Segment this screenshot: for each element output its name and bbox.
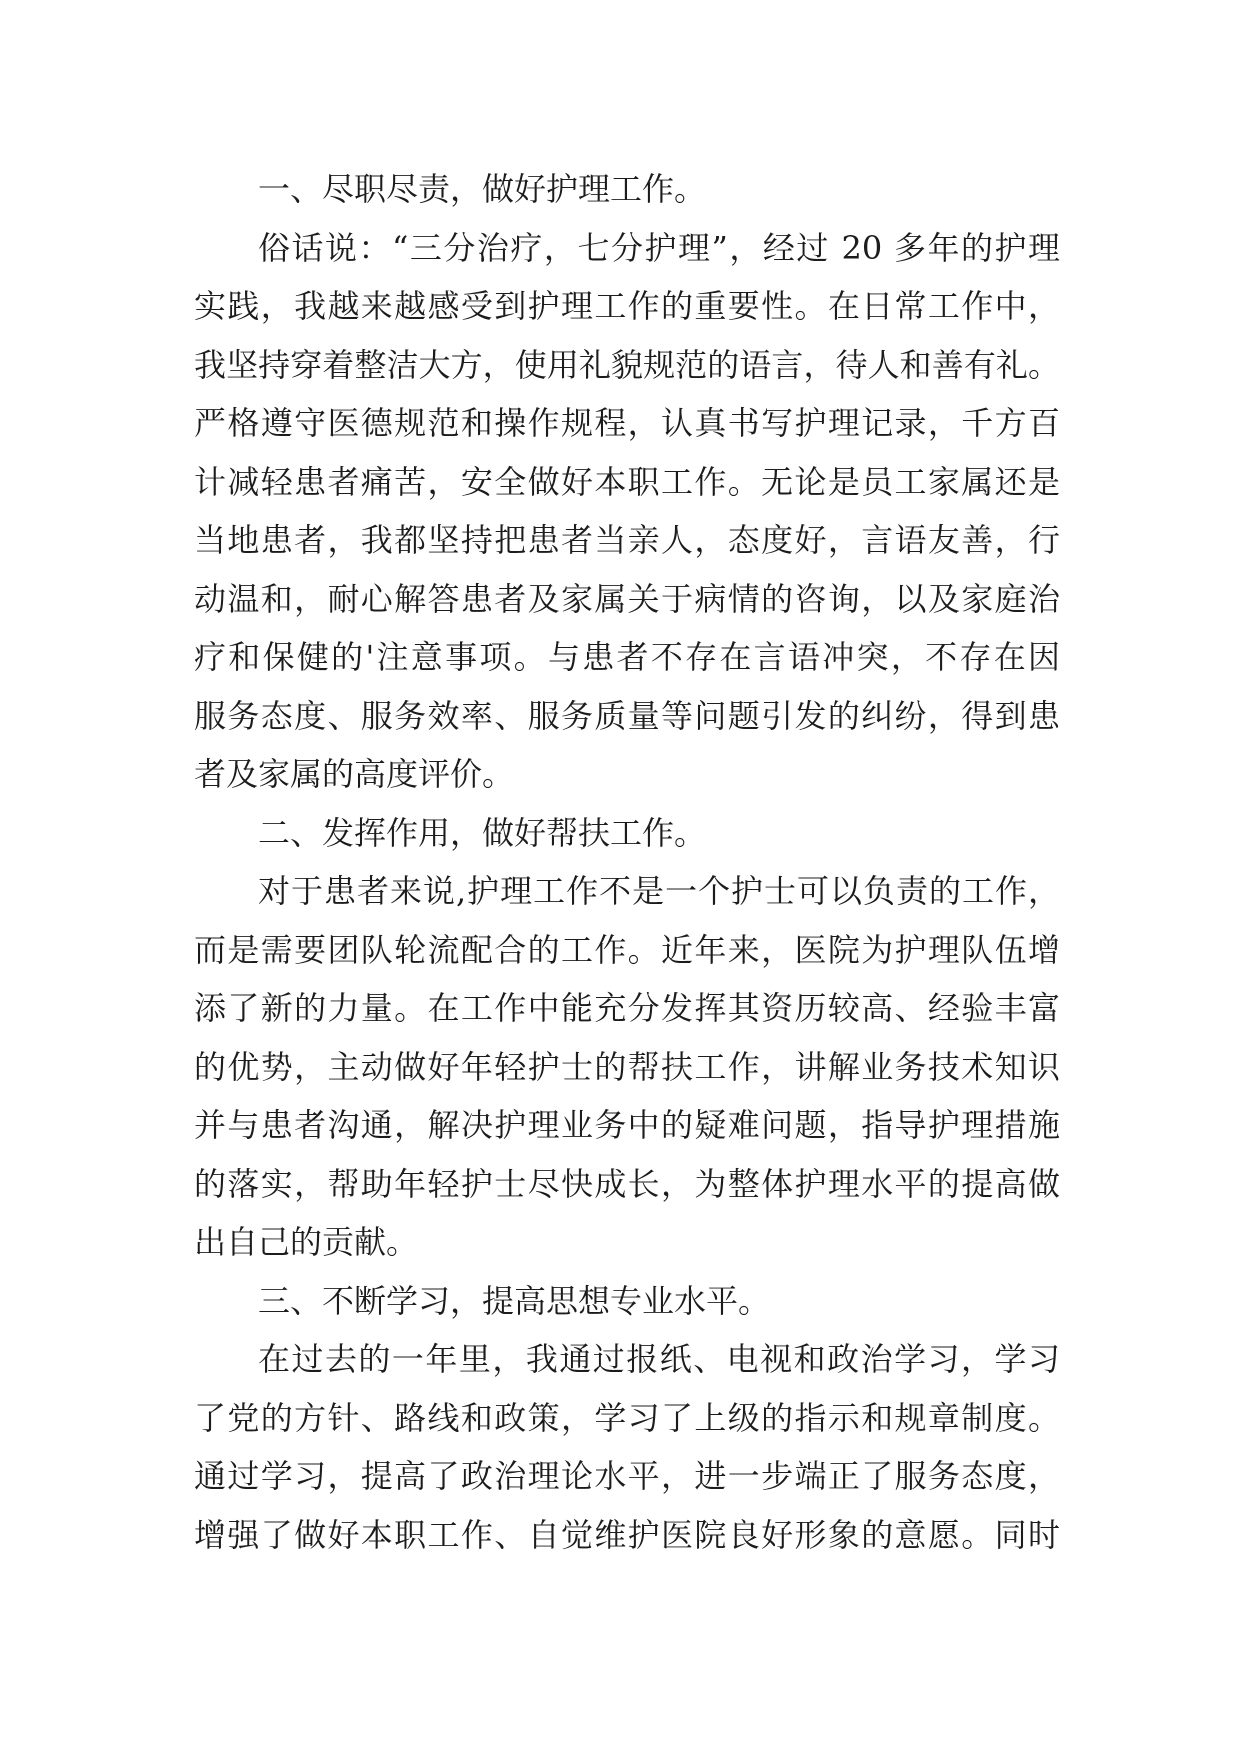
text-line: 并与患者沟通，解决护理业务中的疑难问题，指导护理措施: [194, 1106, 1060, 1144]
text-line: 实践，我越来越感受到护理工作的重要性。在日常工作中，: [194, 287, 1060, 325]
text-line: 而是需要团队轮流配合的工作。近年来，医院为护理队伍增: [194, 930, 1060, 969]
section-heading-1: [194, 160, 1060, 219]
text-line: 出自己的贡献。: [194, 1223, 419, 1261]
text-line: 的优势，主动做好年轻护士的帮扶工作，讲解业务技术知识: [194, 1047, 1060, 1086]
text-line: 通过学习，提高了政治理论水平，进一步端正了服务态度，: [194, 1457, 1060, 1495]
text-line: 严格遵守医德规范和操作规程，认真书写护理记录，千方百: [194, 404, 1060, 442]
text-line: 了党的方针、路线和政策，学习了上级的指示和规章制度。: [194, 1398, 1060, 1437]
text-line: 我坚持穿着整洁大方，使用礼貌规范的语言，待人和善有礼。: [194, 345, 1060, 384]
section-heading-2: [194, 804, 1060, 863]
text-line: 计减轻患者痛苦，安全做好本职工作。无论是员工家属还是: [194, 462, 1060, 501]
text-line: 俗话说：“三分治疗，七分护理”，经过 20 多年的护理: [258, 228, 1060, 267]
text-line: 添了新的力量。在工作中能充分发挥其资历较高、经验丰富: [194, 989, 1060, 1027]
text-line: 动温和，耐心解答患者及家属关于病情的咨询，以及家庭治: [194, 579, 1060, 618]
paragraph-2: [194, 862, 1060, 1272]
heading-line: 一、尽职尽责，做好护理工作。: [258, 170, 707, 208]
text-line: 对于患者来说,护理工作不是一个护士可以负责的工作，: [258, 872, 1060, 910]
document-body: [194, 160, 1060, 1564]
text-line: 者及家属的高度评价。: [194, 755, 515, 793]
text-line: 当地患者，我都坚持把患者当亲人，态度好，言语友善，行: [194, 521, 1060, 559]
text-line: 服务态度、服务效率、服务质量等问题引发的纠纷，得到患: [194, 696, 1060, 735]
text-line: 疗和保健的'注意事项。与患者不存在言语冲突，不存在因: [194, 638, 1060, 676]
paragraph-3: [194, 1330, 1060, 1564]
heading-line: 二、发挥作用，做好帮扶工作。: [258, 813, 707, 852]
text-line: 在过去的一年里，我通过报纸、电视和政治学习，学习: [258, 1340, 1060, 1378]
section-heading-3: [194, 1272, 1060, 1331]
paragraph-1: [194, 219, 1060, 804]
text-line: 增强了做好本职工作、自觉维护医院良好形象的意愿。同时: [194, 1515, 1060, 1554]
text-line: 的落实，帮助年轻护士尽快成长，为整体护理水平的提高做: [194, 1164, 1060, 1203]
heading-line: 三、不断学习，提高思想专业水平。: [258, 1281, 771, 1320]
